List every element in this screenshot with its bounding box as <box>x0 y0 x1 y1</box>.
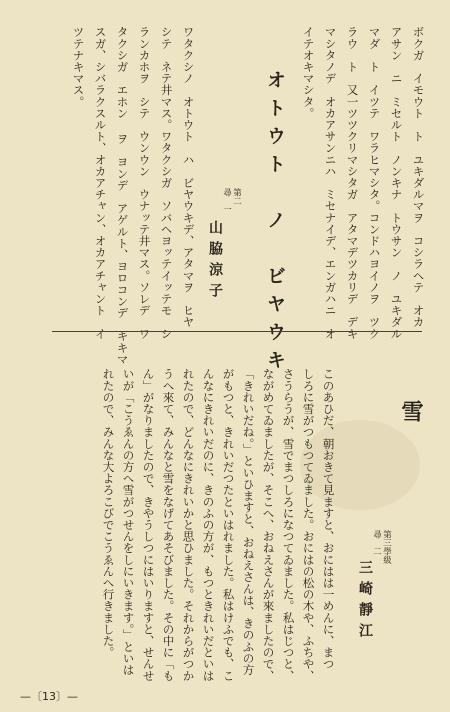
paper-stain <box>300 420 420 510</box>
story1-line-5: マシタノデ オカアサンニハ ミセナイデ、エンガハニ オ <box>323 26 338 340</box>
story1-line-1: ボクガ イモウト ト ユキダルマヲ コシラヘテ オカ <box>411 26 426 328</box>
story1-line-4: ラウ ト 又一ツツクリマシタガ アタマデツカリデ デキ <box>345 26 360 340</box>
story3-grade-top: 第三學級 <box>381 530 392 564</box>
story1-line-2: アサン ニ ミセルト ノンキナ トウサン ノ ユキダル <box>389 26 404 340</box>
story2-line-4: タクシガ エホン ヲ ヨンデ アゲルト、ヨロコンデ キキマ <box>115 26 130 365</box>
story1-line-6: イテオキマシタ。 <box>301 26 316 119</box>
story3-line-10: ん」がなりましたので、きやうしつにはいりますと、せんせ <box>141 368 156 682</box>
story3-grade-bottom: 尋 二 <box>371 530 382 556</box>
story3-line-7: んなにきれいだのに、きのふの方が、もつときれいだといは <box>201 368 216 682</box>
section-divider <box>52 331 422 332</box>
page-number: —〔13〕— <box>20 690 78 703</box>
story2-line-2: シテ ネテ井マス。ワタクシガ ソバヘヨッテイッテモ シ <box>159 26 174 340</box>
story2-grade-bottom: 尋 一 <box>221 188 232 214</box>
story3-title: 雪 <box>398 400 424 422</box>
story2-line-5: スガ、シバラクスルト、オカアチャン、オカアチャント イ <box>93 26 108 340</box>
story3-author-name: 三崎靜江 <box>357 560 373 644</box>
story2-author-name: 山脇涼子 <box>207 220 223 304</box>
story3-line-12: れたので、みんな大よろこびでこうゑんへ行きました。 <box>101 368 116 658</box>
story1-line-3: マダ ト イツテ ワラヒマシタ。コンドハヨイノヲ ツク <box>367 26 382 340</box>
story3-line-5: 「きれいだね。」といひますと、おねえさんは、きのふの方 <box>241 368 256 676</box>
story3-line-3: さうらうが、雪でまつしろになつてゐました。私はじつと、 <box>281 368 296 682</box>
story3-line-2: しろに雪がつもつてゐました。おにはの松の木や、ふちや、 <box>301 368 316 682</box>
story2-line-1: ワタクシノ オトウト ハ ビヤウキデ、アタマヲ ヒヤ <box>181 26 196 328</box>
story3-line-11: いが「こうゑんの方へ雪がつせんをしにいきます。」といは <box>121 368 136 676</box>
story2-grade-top: 第二 <box>231 188 242 205</box>
story3-line-6: がもつと、きれいだつたといはれました。私はけふでも、こ <box>221 368 236 682</box>
story3-line-1: このあひだ、朝おきて見ますと、おにはは一めんに、まつ <box>321 368 336 670</box>
story3-line-9: うへ來て、みんなと雪をなげてあそびました。その中に「も <box>161 368 176 682</box>
story2-line-6: ツテナキマス。 <box>71 26 86 108</box>
story2-line-3: ランカホヲ シテ ウンウン ウナッテ井マス。ソレデ ワ <box>137 26 152 340</box>
story3-line-4: ながめてゐましたが、そこへ、おねえさんが來ましたので、 <box>261 368 276 682</box>
story3-line-8: れたので、どんなにきれいかと思ひました。それからがつか <box>181 368 196 682</box>
story2-title: オトウト ノ ビヤウキ <box>264 70 286 378</box>
